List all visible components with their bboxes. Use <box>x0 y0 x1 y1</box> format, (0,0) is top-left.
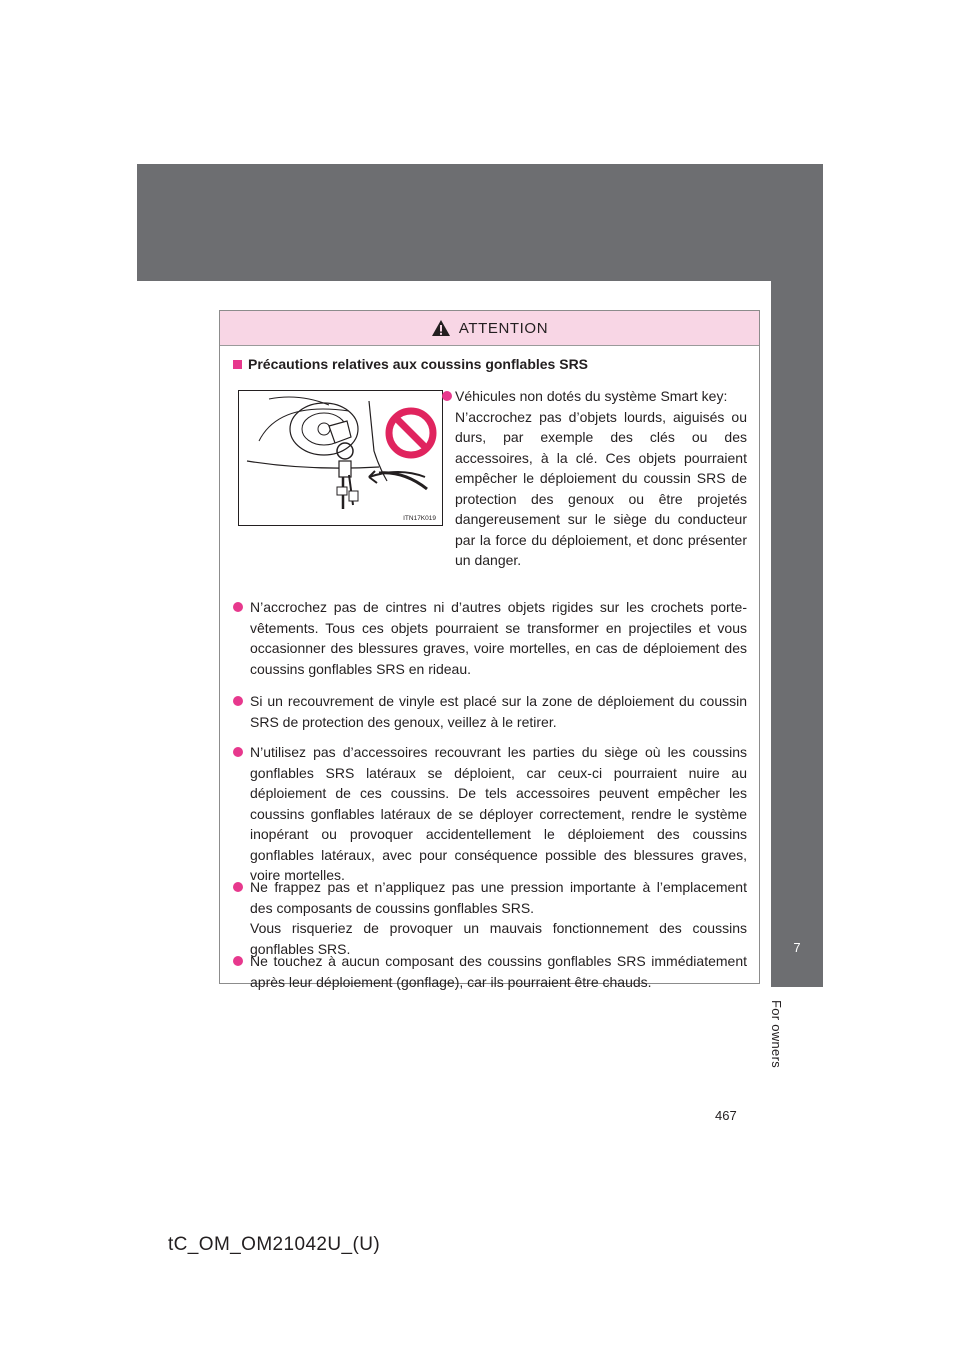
bullet-dot-icon <box>233 602 243 612</box>
key-illustration <box>238 390 443 526</box>
caution-title: ATTENTION <box>458 319 549 337</box>
bullet-dot-icon <box>442 391 452 401</box>
bullet-vinyl-cover <box>233 691 747 732</box>
bullet-text: N’accrochez pas d’objets lourds, aiguisés ou durs, par exemple des clés ou des accessoires, à la clé. Ces objets pourraient empêcher le déploiement du coussin SRS de protection des genoux ou être projetés dangereusement sur le siège du conducteur par la force du déploiement, et donc présenter un danger. <box>455 408 747 568</box>
bullet-text: Si un recouvrement de vinyle est placé sur la zone de déploiement du coussin SRS de protection des genoux, veillez à le retirer. <box>250 693 747 730</box>
section-heading <box>233 356 588 372</box>
side-tab-label: For owners <box>769 1000 784 1069</box>
bullet-text: N’accrochez pas de cintres ni d’autres objets rigides sur les crochets porte-vêtements. Tous ces objets pourraient se transformer en projectiles et vous occasionner des blessures graves, voire mortelles, en cas de déploiement des coussins gonflables SRS en rideau. <box>250 599 747 677</box>
bullet-text-continued: Vous risqueriez de provoquer un mauvais fonctionnement des coussins gonflables SRS. <box>250 920 747 957</box>
bullet-dot-icon <box>233 747 243 757</box>
page-number: 467 <box>715 1108 737 1123</box>
document-code: tC_OM_OM21042U_(U) <box>168 1234 381 1255</box>
caution-box <box>219 310 760 990</box>
key-ring-illustration <box>239 391 442 525</box>
bullet-dot-icon <box>233 956 243 966</box>
section-heading-text: Précautions relatives aux coussins gonflables SRS <box>248 356 589 372</box>
bullet-text: N’utilisez pas d’accessoires recouvrant les parties du siège où les coussins gonflables SRS latéraux se déploient, car ceux-ci pourraient nuire au déploiement de ces coussins. De tels accessoires peuvent empêcher les coussins gonflables latéraux de se déployer correctement, rendre le système inopérant ou provoquer accidentellement le déploiement des coussins gonflables latéraux, avec pour conséquence possible des blessures graves, voire mortelles. <box>250 744 747 883</box>
bullet-smart-key <box>442 386 747 571</box>
bullet-hot-components <box>233 951 747 992</box>
square-bullet-icon <box>233 360 242 369</box>
bullet-text: Ne frappez pas et n’appliquez pas une pression importante à l’emplacement des composants de coussins gonflables SRS. <box>250 879 747 916</box>
bullet-pressure <box>233 877 747 959</box>
bullet-title: Véhicules non dotés du système Smart key: <box>455 388 728 404</box>
bullet-text: Ne touchez à aucun composant des coussins gonflables SRS immédiatement après leur déploiement (gonflage), car ils pourraient être chauds. <box>250 953 747 990</box>
bullet-dot-icon <box>233 696 243 706</box>
bullet-dot-icon <box>233 882 243 892</box>
bullet-hangers <box>233 597 747 679</box>
image-code: ITN17K019 <box>403 515 436 522</box>
caution-header <box>220 311 759 346</box>
side-tab <box>771 281 823 987</box>
bullet-seat-accessories <box>233 742 747 886</box>
header-band <box>137 164 823 281</box>
side-tab-number: 7 <box>793 940 801 955</box>
warning-triangle-icon <box>431 319 451 337</box>
